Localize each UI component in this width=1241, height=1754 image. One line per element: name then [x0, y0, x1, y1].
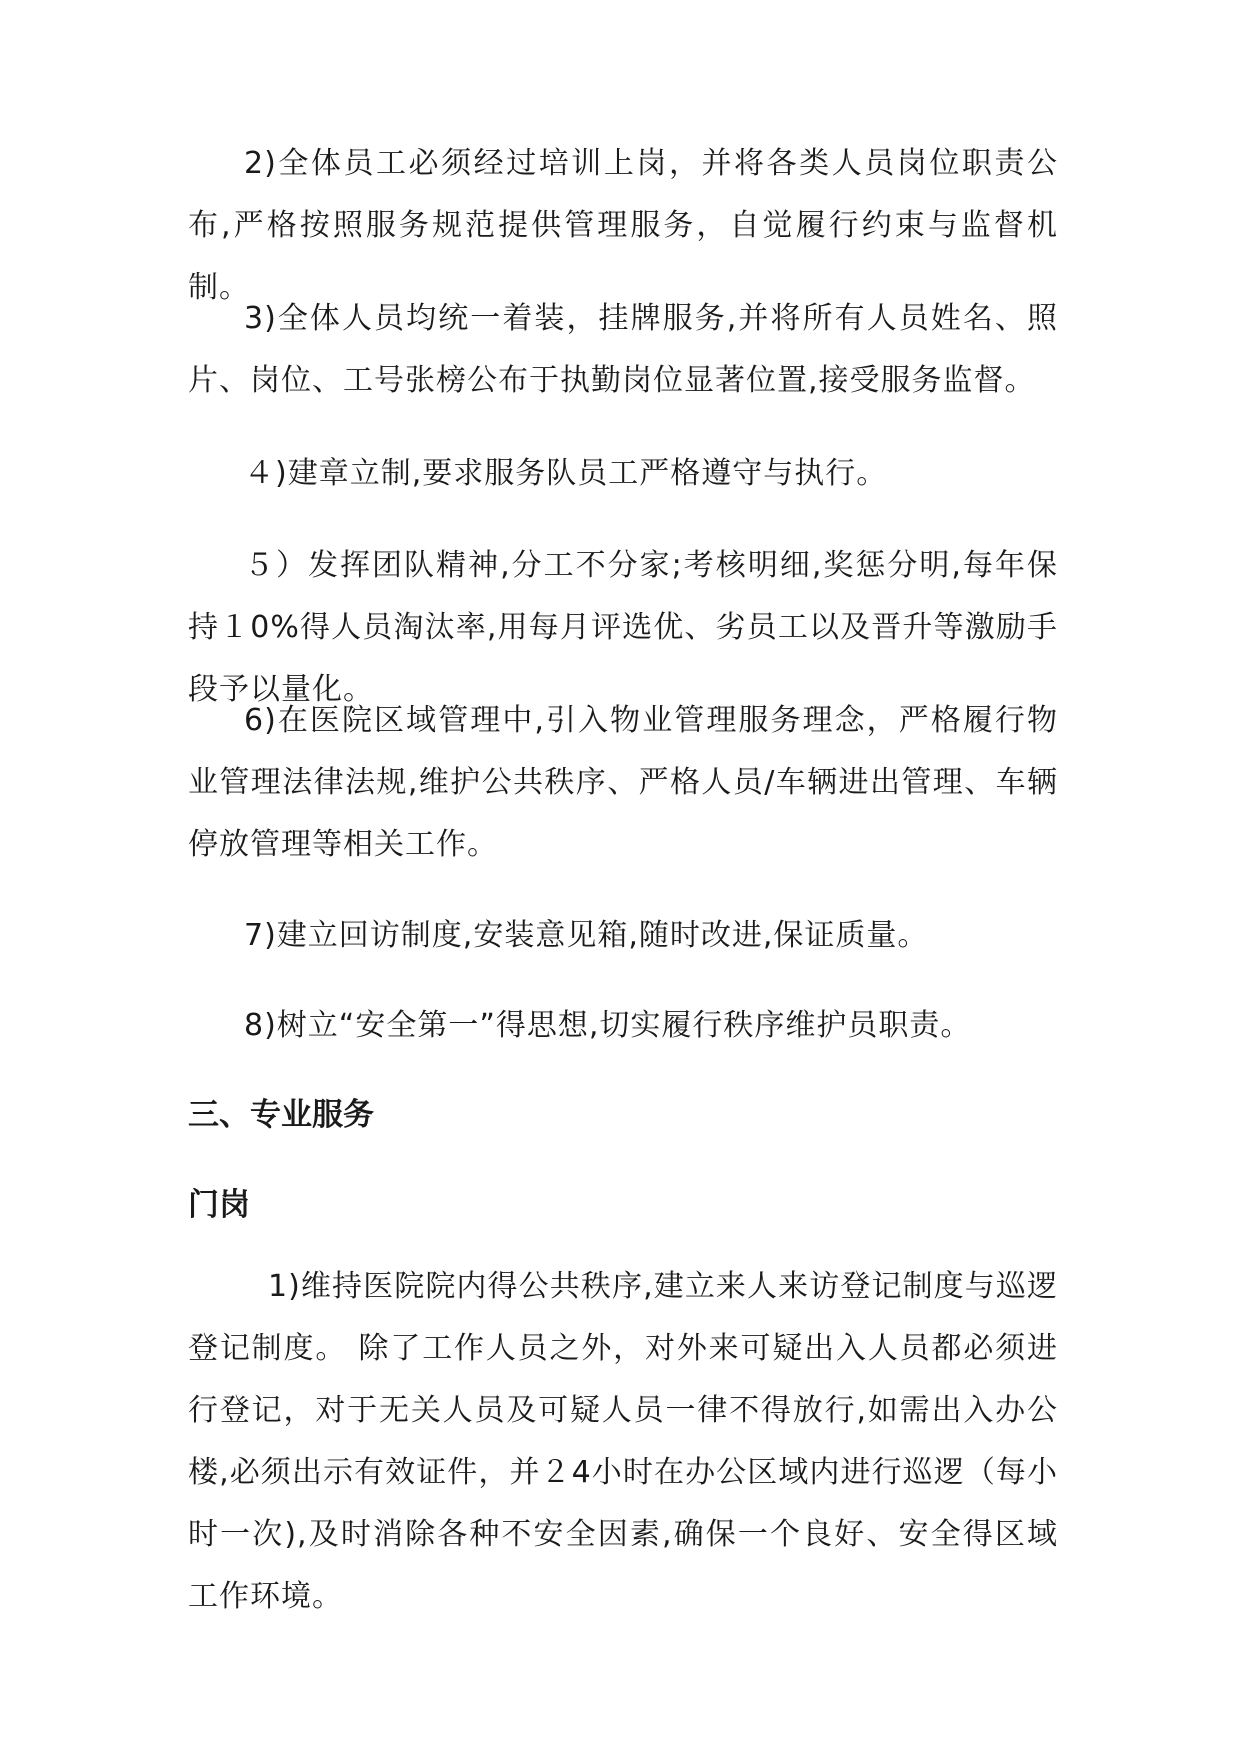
paragraph-item-4: ４)建章立制,要求服务队员工严格遵守与执行。 — [244, 456, 888, 491]
paragraph-item-8: 8)树立“安全第一”得思想,切实履行秩序维护员职责。 — [244, 1008, 972, 1043]
paragraph-item-5: ５）发挥团队精神,分工不分家;考核明细,奖惩分明,每年保持１0%得人员淘汰率,用每月评选优、劣员工以及晋升等激励手段予以量化。 — [188, 548, 1058, 707]
sub-heading: 门岗 — [188, 1187, 250, 1223]
paragraph-item-6: 6)在医院区域管理中,引入物业管理服务理念，严格履行物业管理法律法规,维护公共秩序、严格人员/车辆进出管理、车辆停放管理等相关工作。 — [188, 703, 1058, 862]
paragraph-item-2: 2)全体员工必须经过培训上岗，并将各类人员岗位职责公布,严格按照服务规范提供管理服务，自觉履行约束与监督机制。 — [188, 146, 1058, 305]
paragraph-item-3: 3)全体人员均统一着装，挂牌服务,并将所有人员姓名、照片、岗位、工号张榜公布于执勤岗位显著位置,接受服务监督。 — [188, 301, 1058, 398]
paragraph-item-7: 7)建立回访制度,安装意见箱,随时改进,保证质量。 — [244, 918, 929, 953]
gate-paragraph: 1)维持医院院内得公共秩序,建立来人来访登记制度与巡逻登记制度。 除了工作人员之外，对外来可疑出入人员都必须进行登记，对于无关人员及可疑人员一律不得放行,如需出入办公楼,必须出示有效证件，并２4小时在办公区域内进行巡逻（每小时一次),及时消除各种不安全因素,确保一个良好、安全得区域工作环境。 — [188, 1269, 1058, 1614]
section-heading: 三、专业服务 — [188, 1097, 374, 1133]
